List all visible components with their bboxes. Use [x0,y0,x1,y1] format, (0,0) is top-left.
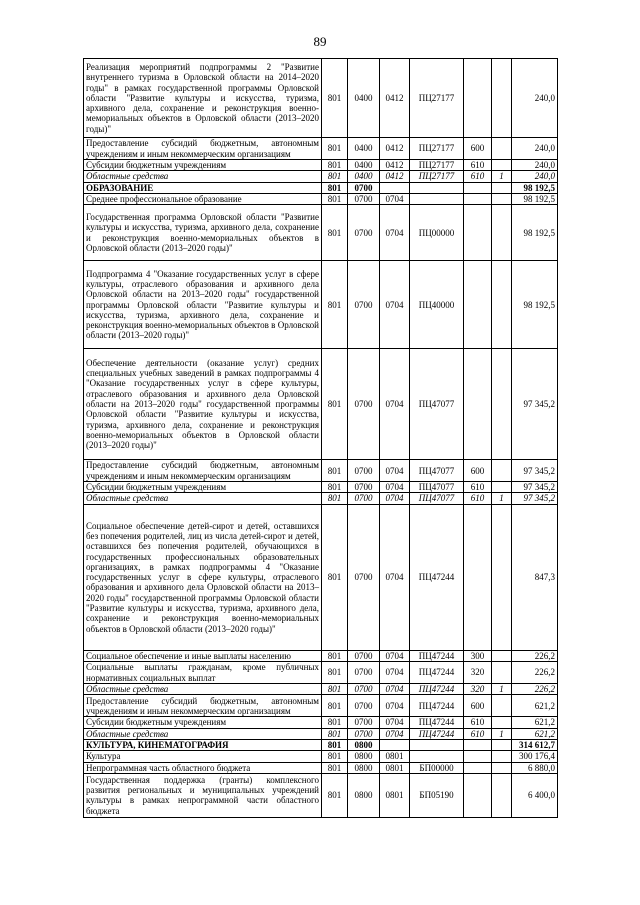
target-article-cell: ПЦ27177 [410,59,464,138]
target-article-cell: БП00000 [410,762,464,773]
section-code-cell: 0800 [348,773,380,817]
subsection-code-cell [380,182,410,193]
amount-cell: 240,0 [512,171,558,182]
subsection-code-cell: 0704 [380,650,410,661]
row-name-cell: Реализация мероприятий подпрограммы 2 "Развитие внутреннего туризма в Орловской области на 2014–2020 годы" в рамках государственной программы Орловской области "Развитие культуры и искусства, туризма, архивного дела, сохранение и реконструкция военно-мемориальных объектов в Орловской области (2013–2020 годы)" [84,59,322,138]
subsection-code-cell: 0801 [380,762,410,773]
amount-cell: 98 192,5 [512,261,558,349]
table-row [84,160,558,171]
amount-cell: 300 176,4 [512,751,558,762]
expense-type-cell [464,193,492,204]
expense-type-cell [464,504,492,650]
ministry-code-cell: 801 [322,717,348,728]
row-name-cell: Предоставление субсидий бюджетным, автономным учреждениям и иным некоммерческим организациям [84,460,322,482]
target-article-cell: ПЦ47077 [410,493,464,504]
section-code-cell: 0700 [348,504,380,650]
ministry-code-cell: 801 [322,739,348,750]
expense-type-cell: 600 [464,138,492,160]
section-code-cell: 0400 [348,138,380,160]
fund-source-cell [492,739,512,750]
ministry-code-cell: 801 [322,160,348,171]
row-name-cell: Социальное обеспечение детей-сирот и детей, оставшихся без попечения родителей, лиц из числа детей-сирот и детей, оставшихся без попечения родителей, обучающихся в государственных профессиональных образовательных организациях, в рамках подпрограммы 4 "Оказание государственных услуг в сфере культуры, отраслевого образования и архивного дела Орловской области на 2013–2020 годы" государственной программы Орловской области "Развитие культуры и искусства, туризма, архивного дела, сохранение и реконструкция военно-мемориальных объектов в Орловской области (2013–2020 годы)" [84,504,322,650]
target-article-cell: ПЦ47077 [410,482,464,493]
amount-cell: 240,0 [512,138,558,160]
table-row [84,684,558,695]
amount-cell: 847,3 [512,504,558,650]
ministry-code-cell: 801 [322,662,348,684]
amount-cell: 97 345,2 [512,493,558,504]
target-article-cell [410,193,464,204]
table-row [84,261,558,349]
fund-source-cell [492,717,512,728]
row-name-cell: Социальное обеспечение и иные выплаты населению [84,650,322,661]
expense-type-cell: 610 [464,493,492,504]
ministry-code-cell: 801 [322,460,348,482]
row-name-cell: Культура [84,751,322,762]
expense-type-cell: 610 [464,482,492,493]
subsection-code-cell: 0704 [380,493,410,504]
ministry-code-cell: 801 [322,138,348,160]
fund-source-cell [492,773,512,817]
fund-source-cell [492,751,512,762]
section-code-cell: 0700 [348,261,380,349]
amount-cell: 621,2 [512,717,558,728]
subsection-code-cell: 0412 [380,138,410,160]
table-row [84,138,558,160]
subsection-code-cell: 0801 [380,751,410,762]
fund-source-cell [492,504,512,650]
amount-cell: 226,2 [512,662,558,684]
ministry-code-cell: 801 [322,205,348,261]
fund-source-cell [492,59,512,138]
table-row [84,695,558,717]
table-row [84,482,558,493]
expense-type-cell: 600 [464,460,492,482]
fund-source-cell [492,205,512,261]
subsection-code-cell: 0704 [380,193,410,204]
row-name-cell: Областные средства [84,728,322,739]
section-code-cell: 0700 [348,717,380,728]
section-code-cell: 0800 [348,762,380,773]
ministry-code-cell: 801 [322,504,348,650]
target-article-cell: ПЦ47244 [410,662,464,684]
table-row [84,751,558,762]
section-code-cell: 0700 [348,695,380,717]
row-name-cell: Субсидии бюджетным учреждениям [84,160,322,171]
amount-cell: 97 345,2 [512,460,558,482]
section-code-cell: 0700 [348,205,380,261]
row-name-cell: Областные средства [84,684,322,695]
amount-cell: 314 612,7 [512,739,558,750]
fund-source-cell [492,662,512,684]
subsection-code-cell: 0704 [380,261,410,349]
amount-cell: 6 880,0 [512,762,558,773]
target-article-cell: ПЦ40000 [410,261,464,349]
amount-cell: 98 192,5 [512,182,558,193]
expense-type-cell [464,59,492,138]
subsection-code-cell: 0704 [380,684,410,695]
expense-type-cell [464,261,492,349]
fund-source-cell [492,460,512,482]
row-name-cell: Среднее профессиональное образование [84,193,322,204]
ministry-code-cell: 801 [322,482,348,493]
ministry-code-cell: 801 [322,261,348,349]
row-name-cell: Предоставление субсидий бюджетным, автономным учреждениям и иным некоммерческим организациям [84,695,322,717]
target-article-cell: ПЦ47244 [410,650,464,661]
row-name-cell: КУЛЬТУРА, КИНЕМАТОГРАФИЯ [84,739,322,750]
fund-source-cell [492,160,512,171]
ministry-code-cell: 801 [322,695,348,717]
subsection-code-cell: 0704 [380,728,410,739]
subsection-code-cell: 0704 [380,695,410,717]
fund-source-cell [492,138,512,160]
subsection-code-cell: 0412 [380,59,410,138]
table-row [84,762,558,773]
amount-cell: 226,2 [512,684,558,695]
expense-type-cell: 610 [464,728,492,739]
section-code-cell: 0400 [348,160,380,171]
subsection-code-cell [380,739,410,750]
section-code-cell: 0700 [348,460,380,482]
expense-type-cell [464,762,492,773]
expense-type-cell: 610 [464,160,492,171]
section-code-cell: 0800 [348,751,380,762]
row-name-cell: Предоставление субсидий бюджетным, автономным учреждениям и иным некоммерческим организациям [84,138,322,160]
ministry-code-cell: 801 [322,728,348,739]
expense-type-cell [464,205,492,261]
section-code-cell: 0700 [348,728,380,739]
row-name-cell: Субсидии бюджетным учреждениям [84,717,322,728]
target-article-cell: ПЦ00000 [410,205,464,261]
amount-cell: 621,2 [512,728,558,739]
amount-cell: 97 345,2 [512,349,558,460]
fund-source-cell [492,650,512,661]
fund-source-cell: 1 [492,728,512,739]
row-name-cell: Государственная поддержка (гранты) комплексного развития региональных и муниципальных учреждений культуры в рамках непрограммной части областного бюджета [84,773,322,817]
fund-source-cell [492,261,512,349]
table-row [84,349,558,460]
table-row [84,205,558,261]
fund-source-cell: 1 [492,171,512,182]
expense-type-cell: 610 [464,171,492,182]
table-row [84,773,558,817]
ministry-code-cell: 801 [322,59,348,138]
fund-source-cell: 1 [492,684,512,695]
amount-cell: 6 400,0 [512,773,558,817]
table-row [84,182,558,193]
section-code-cell: 0700 [348,650,380,661]
expense-type-cell [464,751,492,762]
table-row [84,59,558,138]
section-code-cell: 0700 [348,662,380,684]
fund-source-cell [492,695,512,717]
subsection-code-cell: 0704 [380,205,410,261]
target-article-cell: ПЦ47077 [410,349,464,460]
ministry-code-cell: 801 [322,762,348,773]
target-article-cell: ПЦ27177 [410,171,464,182]
table-row [84,171,558,182]
expense-type-cell: 610 [464,717,492,728]
expense-type-cell [464,349,492,460]
subsection-code-cell: 0412 [380,160,410,171]
section-code-cell: 0400 [348,59,380,138]
ministry-code-cell: 801 [322,171,348,182]
amount-cell: 240,0 [512,160,558,171]
fund-source-cell [492,482,512,493]
target-article-cell [410,182,464,193]
target-article-cell: ПЦ47244 [410,504,464,650]
fund-source-cell [492,762,512,773]
row-name-cell: ОБРАЗОВАНИЕ [84,182,322,193]
table-row [84,504,558,650]
target-article-cell: ПЦ47244 [410,684,464,695]
table-row [84,193,558,204]
expense-type-cell [464,182,492,193]
ministry-code-cell: 801 [322,193,348,204]
table-row [84,728,558,739]
subsection-code-cell: 0704 [380,662,410,684]
row-name-cell: Областные средства [84,493,322,504]
subsection-code-cell: 0704 [380,460,410,482]
expense-type-cell [464,773,492,817]
subsection-code-cell: 0704 [380,717,410,728]
amount-cell: 621,2 [512,695,558,717]
row-name-cell: Подпрограмма 4 "Оказание государственных услуг в сфере культуры, отраслевого образования и архивного дела Орловской области на 2013–2020 годы" государственной программы Орловской области "Развитие культуры и искусства, туризма, архивного дела, сохранение и реконструкция военно-мемориальных объектов в Орловской области (2013–2020 годы)" [84,261,322,349]
subsection-code-cell: 0704 [380,482,410,493]
target-article-cell: ПЦ27177 [410,160,464,171]
table-row [84,650,558,661]
section-code-cell: 0700 [348,493,380,504]
subsection-code-cell: 0801 [380,773,410,817]
fund-source-cell [492,193,512,204]
ministry-code-cell: 801 [322,349,348,460]
section-code-cell: 0700 [348,482,380,493]
section-code-cell: 0700 [348,193,380,204]
expense-type-cell [464,739,492,750]
amount-cell: 240,0 [512,59,558,138]
row-name-cell: Государственная программа Орловской области "Развитие культуры и искусства, туризма, архивного дела, сохранение и реконструкция военно-мемориальных объектов в Орловской области (2013–2020 годы)" [84,205,322,261]
section-code-cell: 0400 [348,171,380,182]
section-code-cell: 0700 [348,182,380,193]
fund-source-cell: 1 [492,493,512,504]
subsection-code-cell: 0704 [380,349,410,460]
section-code-cell: 0800 [348,739,380,750]
table-row [84,717,558,728]
expense-type-cell: 320 [464,684,492,695]
ministry-code-cell: 801 [322,650,348,661]
expense-type-cell: 300 [464,650,492,661]
row-name-cell: Обеспечение деятельности (оказание услуг) средних специальных учебных заведений в рамках подпрограммы 4 "Оказание государственных услуг в сфере культуры, отраслевого образования и архивного дела Орловской области на 2013–2020 годы" государственной программы Орловской области "Развитие культуры и искусства, туризма, архивного дела, сохранение и реконструкция военно-мемориальных объектов в Орловской области (2013–2020 годы)" [84,349,322,460]
ministry-code-cell: 801 [322,773,348,817]
row-name-cell: Непрограммная часть областного бюджета [84,762,322,773]
fund-source-cell [492,349,512,460]
subsection-code-cell: 0412 [380,171,410,182]
amount-cell: 98 192,5 [512,205,558,261]
table-row [84,739,558,750]
target-article-cell: ПЦ47077 [410,460,464,482]
row-name-cell: Субсидии бюджетным учреждениям [84,482,322,493]
amount-cell: 97 345,2 [512,482,558,493]
expense-type-cell: 600 [464,695,492,717]
amount-cell: 226,2 [512,650,558,661]
amount-cell: 98 192,5 [512,193,558,204]
target-article-cell [410,751,464,762]
section-code-cell: 0700 [348,684,380,695]
ministry-code-cell: 801 [322,684,348,695]
table-row [84,662,558,684]
expense-type-cell: 320 [464,662,492,684]
fund-source-cell [492,182,512,193]
ministry-code-cell: 801 [322,493,348,504]
table-row [84,460,558,482]
table-row [84,493,558,504]
subsection-code-cell: 0704 [380,504,410,650]
row-name-cell: Областные средства [84,171,322,182]
page-number: 89 [313,34,327,49]
target-article-cell: ПЦ27177 [410,138,464,160]
section-code-cell: 0700 [348,349,380,460]
target-article-cell [410,739,464,750]
target-article-cell: ПЦ47244 [410,728,464,739]
ministry-code-cell: 801 [322,751,348,762]
target-article-cell: ПЦ47244 [410,717,464,728]
budget-table [83,58,558,818]
ministry-code-cell: 801 [322,182,348,193]
row-name-cell: Социальные выплаты гражданам, кроме публичных нормативных социальных выплат [84,662,322,684]
target-article-cell: ПЦ47244 [410,695,464,717]
target-article-cell: БП05190 [410,773,464,817]
